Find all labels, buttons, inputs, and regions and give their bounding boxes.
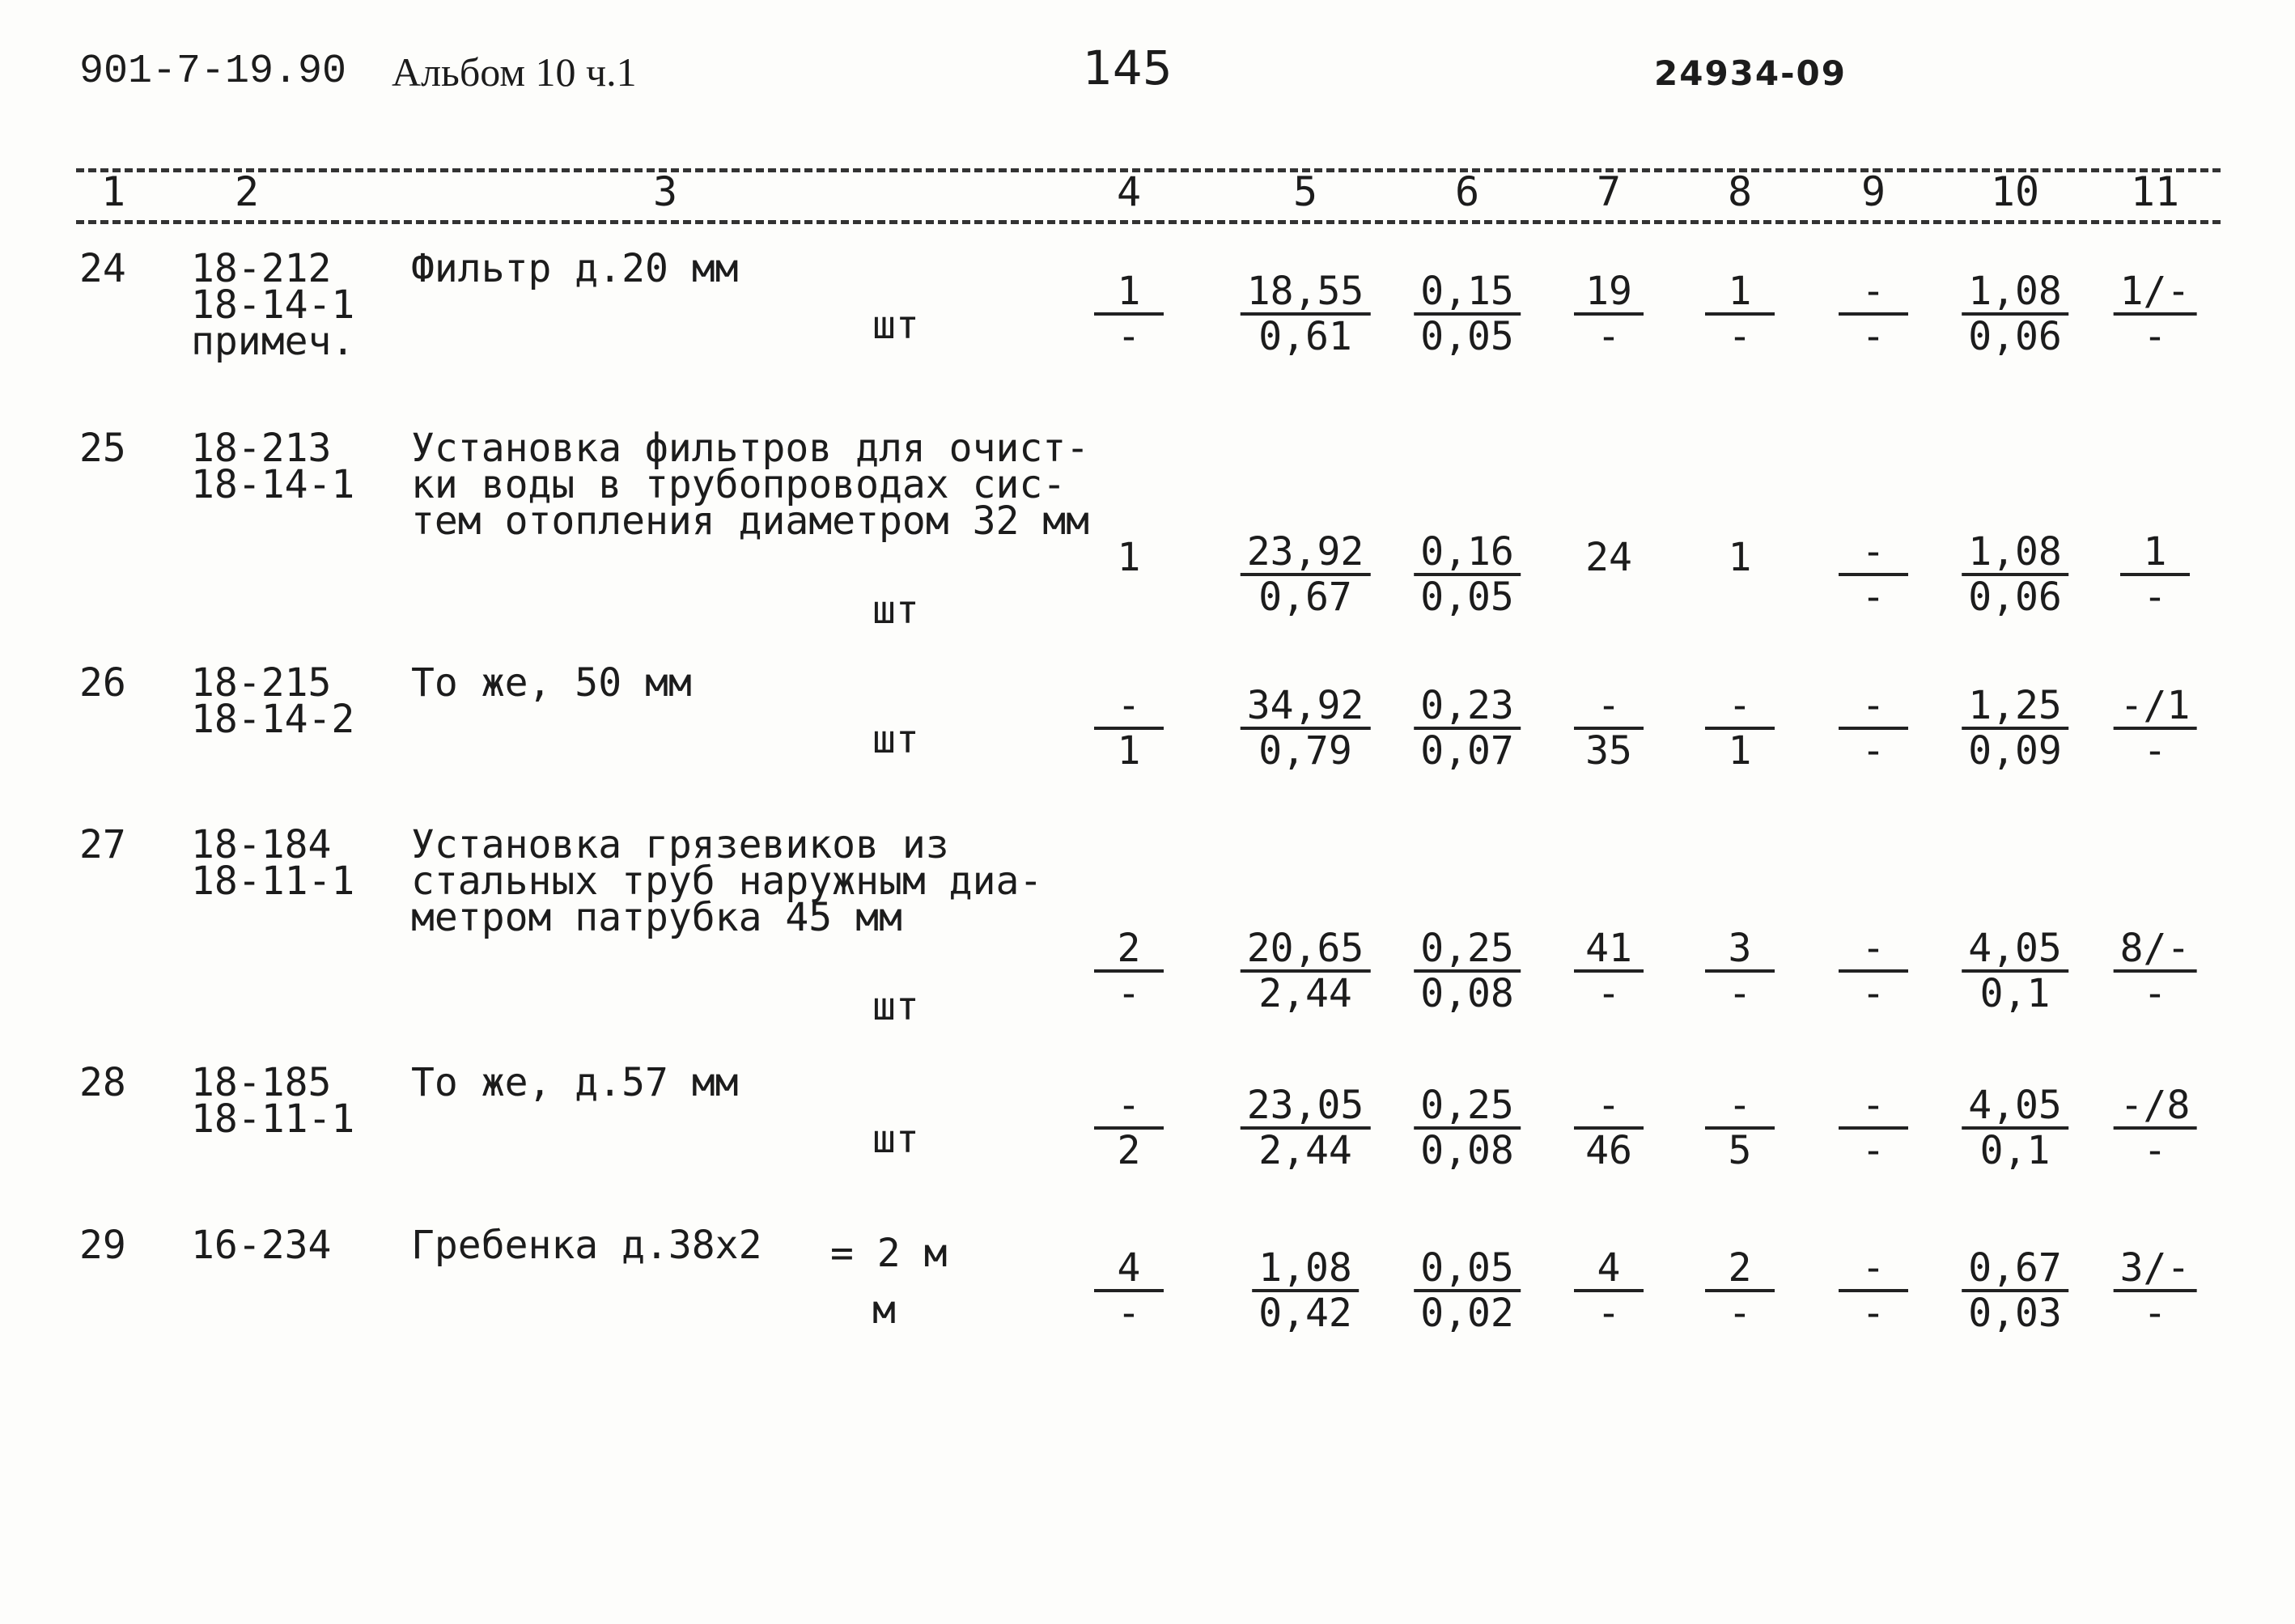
cell-col6 bbox=[1414, 270, 1521, 358]
row-number: 26 bbox=[79, 660, 126, 706]
header-rule-bottom bbox=[76, 220, 2221, 224]
cell-numerator: 0,15 bbox=[1414, 270, 1521, 316]
cell-denominator: - bbox=[2143, 1291, 2167, 1336]
cell-denominator: - bbox=[1861, 1128, 1886, 1173]
cell-col6 bbox=[1414, 1084, 1521, 1172]
cell-denominator: - bbox=[1117, 314, 1141, 359]
inventory-number: 24934-09 bbox=[1654, 53, 1847, 93]
cell-denominator: - bbox=[2143, 1128, 2167, 1173]
cell-numerator: - bbox=[1839, 927, 1908, 973]
work-description: То же, 50 мм bbox=[411, 660, 692, 706]
unit-of-measure: шт bbox=[872, 717, 919, 762]
column-header-1: 1 bbox=[100, 168, 126, 215]
column-header-11: 11 bbox=[2130, 168, 2180, 215]
cell-denominator: 2,44 bbox=[1258, 971, 1352, 1016]
column-header-5: 5 bbox=[1292, 168, 1318, 215]
cell-numerator: - bbox=[1574, 1084, 1644, 1130]
cell-denominator: - bbox=[1597, 1291, 1621, 1336]
row-number: 27 bbox=[79, 822, 126, 867]
row-number: 29 bbox=[79, 1223, 126, 1268]
cell-col5 bbox=[1252, 1247, 1359, 1334]
cell-numerator: 3/- bbox=[2114, 1247, 2197, 1292]
column-header-9: 9 bbox=[1860, 168, 1886, 215]
cell-numerator: 20,65 bbox=[1241, 927, 1371, 973]
row-number: 28 bbox=[79, 1060, 126, 1105]
cell-col10 bbox=[1962, 1247, 2068, 1334]
cell-col6 bbox=[1414, 927, 1521, 1015]
cell-col10 bbox=[1962, 1084, 2068, 1172]
cell-col4 bbox=[1094, 1247, 1164, 1334]
cell-denominator: - bbox=[1861, 314, 1886, 359]
rate-codes: 18-215 18-14-2 bbox=[191, 660, 355, 742]
cell-denominator: - bbox=[2143, 728, 2167, 774]
cell-numerator: 19 bbox=[1574, 270, 1644, 316]
cell-numerator: 0,23 bbox=[1414, 685, 1521, 730]
cell-numerator: 2 bbox=[1094, 927, 1164, 973]
rate-codes: 18-185 18-11-1 bbox=[191, 1060, 355, 1142]
cell-numerator: 34,92 bbox=[1241, 685, 1371, 730]
cell-col9 bbox=[1839, 927, 1908, 1015]
column-header-8: 8 bbox=[1727, 168, 1753, 215]
cell-denominator: - bbox=[1861, 1291, 1886, 1336]
unit-of-measure: шт bbox=[872, 303, 919, 348]
cell-denominator: - bbox=[1861, 575, 1886, 620]
cell-denominator: - bbox=[1728, 971, 1752, 1016]
cell-col11 bbox=[2114, 1084, 2197, 1172]
cell-numerator: 23,05 bbox=[1241, 1084, 1371, 1130]
cell-numerator: 1,08 bbox=[1962, 270, 2068, 316]
row-number: 25 bbox=[79, 426, 126, 471]
cell-numerator: 1,08 bbox=[1962, 531, 2068, 576]
cell-col6 bbox=[1414, 685, 1521, 772]
cell-numerator: 1,08 bbox=[1252, 1247, 1359, 1292]
cell-numerator: 3 bbox=[1705, 927, 1775, 973]
cell-numerator: 4,05 bbox=[1962, 1084, 2068, 1130]
cell-numerator: - bbox=[1839, 685, 1908, 730]
cell-numerator: - bbox=[1705, 1084, 1775, 1130]
cell-denominator: - bbox=[2143, 314, 2167, 359]
cell-numerator: 18,55 bbox=[1241, 270, 1371, 316]
cell-numerator: 2 bbox=[1705, 1247, 1775, 1292]
cell-numerator: - bbox=[1094, 1084, 1164, 1130]
cell-col10 bbox=[1962, 927, 2068, 1015]
cell-numerator: 4 bbox=[1094, 1247, 1164, 1292]
rate-codes: 18-184 18-11-1 bbox=[191, 822, 355, 904]
work-description: Установка фильтров для очист- ки воды в трубопроводах сис- тем отопления диаметром 32 мм bbox=[411, 426, 1090, 544]
rate-codes: 18-212 18-14-1 примеч. bbox=[191, 246, 355, 364]
cell-col5 bbox=[1241, 685, 1371, 772]
cell-col11 bbox=[2114, 927, 2197, 1015]
cell-col8: 1 bbox=[1728, 535, 1752, 580]
cell-denominator: - bbox=[2143, 575, 2167, 620]
cell-numerator: 41 bbox=[1574, 927, 1644, 973]
column-header-3: 3 bbox=[652, 168, 678, 215]
cell-col9 bbox=[1839, 685, 1908, 772]
cell-numerator: -/1 bbox=[2114, 685, 2197, 730]
cell-denominator: 0,03 bbox=[1968, 1291, 2062, 1336]
cell-denominator: 0,61 bbox=[1258, 314, 1352, 359]
cell-col11 bbox=[2114, 685, 2197, 772]
cell-numerator: 8/- bbox=[2114, 927, 2197, 973]
cell-numerator: - bbox=[1839, 1084, 1908, 1130]
cell-col4 bbox=[1094, 927, 1164, 1015]
cell-denominator: 0,42 bbox=[1258, 1291, 1352, 1336]
column-header-10: 10 bbox=[1990, 168, 2040, 215]
quantity-note: = 2 м bbox=[830, 1231, 948, 1276]
cell-denominator: - bbox=[1597, 971, 1621, 1016]
cell-numerator: 0,16 bbox=[1414, 531, 1521, 576]
unit-of-measure: шт bbox=[872, 984, 919, 1029]
cell-numerator: 1 bbox=[1705, 270, 1775, 316]
cell-denominator: 0,02 bbox=[1420, 1291, 1514, 1336]
column-header-4: 4 bbox=[1116, 168, 1142, 215]
cell-numerator: 1/- bbox=[2114, 270, 2197, 316]
document-code: 901-7-19.90 bbox=[79, 49, 347, 95]
unit-of-measure: шт bbox=[872, 1117, 919, 1162]
cell-col6 bbox=[1414, 531, 1521, 618]
cell-col10 bbox=[1962, 270, 2068, 358]
cell-numerator: 4 bbox=[1574, 1247, 1644, 1292]
cell-denominator: 0,67 bbox=[1258, 575, 1352, 620]
unit-of-measure: м bbox=[872, 1287, 896, 1333]
cell-denominator: 2,44 bbox=[1258, 1128, 1352, 1173]
cell-col7 bbox=[1574, 1084, 1644, 1172]
work-description: То же, д.57 мм bbox=[411, 1060, 739, 1105]
cell-denominator: - bbox=[1728, 1291, 1752, 1336]
cell-col8 bbox=[1705, 1084, 1775, 1172]
cell-denominator: - bbox=[1861, 728, 1886, 774]
cell-numerator: 1 bbox=[2120, 531, 2190, 576]
cell-numerator: 0,25 bbox=[1414, 927, 1521, 973]
cell-denominator: 0,05 bbox=[1420, 314, 1514, 359]
cell-col9 bbox=[1839, 270, 1908, 358]
cell-denominator: - bbox=[1861, 971, 1886, 1016]
cell-numerator: - bbox=[1839, 1247, 1908, 1292]
cell-col5 bbox=[1241, 531, 1371, 618]
cell-col11 bbox=[2120, 531, 2190, 618]
column-header-6: 6 bbox=[1454, 168, 1480, 215]
cell-col7: 24 bbox=[1585, 535, 1632, 580]
column-header-7: 7 bbox=[1596, 168, 1622, 215]
unit-of-measure: шт bbox=[872, 587, 919, 633]
cell-col9 bbox=[1839, 531, 1908, 618]
cell-col6 bbox=[1414, 1247, 1521, 1334]
cell-denominator: 5 bbox=[1728, 1128, 1752, 1173]
cell-numerator: 23,92 bbox=[1241, 531, 1371, 576]
cell-denominator: 0,08 bbox=[1420, 971, 1514, 1016]
cell-numerator: - bbox=[1094, 685, 1164, 730]
cell-numerator: 4,05 bbox=[1962, 927, 2068, 973]
cell-denominator: - bbox=[1117, 971, 1141, 1016]
cell-numerator: 0,25 bbox=[1414, 1084, 1521, 1130]
cell-denominator: 0,09 bbox=[1968, 728, 2062, 774]
rate-codes: 16-234 bbox=[191, 1223, 332, 1268]
cell-col10 bbox=[1962, 531, 2068, 618]
cell-denominator: 0,06 bbox=[1968, 314, 2062, 359]
cell-denominator: 35 bbox=[1585, 728, 1632, 774]
cell-numerator: - bbox=[1574, 685, 1644, 730]
cell-numerator: 1 bbox=[1094, 270, 1164, 316]
cell-col7 bbox=[1574, 927, 1644, 1015]
row-number: 24 bbox=[79, 246, 126, 291]
cell-denominator: 0,05 bbox=[1420, 575, 1514, 620]
cell-numerator: - bbox=[1705, 685, 1775, 730]
cell-denominator: 2 bbox=[1117, 1128, 1141, 1173]
cell-numerator: -/8 bbox=[2114, 1084, 2197, 1130]
cell-denominator: - bbox=[1597, 314, 1621, 359]
cell-denominator: 0,06 bbox=[1968, 575, 2062, 620]
cell-denominator: - bbox=[1117, 1291, 1141, 1336]
cell-col10 bbox=[1962, 685, 2068, 772]
work-description: Фильтр д.20 мм bbox=[411, 246, 739, 291]
cell-col11 bbox=[2114, 270, 2197, 358]
cell-denominator: 1 bbox=[1728, 728, 1752, 774]
cell-denominator: 0,79 bbox=[1258, 728, 1352, 774]
header-rule-top bbox=[76, 168, 2221, 172]
album-label: Альбом 10 ч.1 bbox=[392, 49, 637, 95]
cell-col7 bbox=[1574, 685, 1644, 772]
cell-denominator: 46 bbox=[1585, 1128, 1632, 1173]
cell-col9 bbox=[1839, 1084, 1908, 1172]
cell-col5 bbox=[1241, 1084, 1371, 1172]
cell-col4 bbox=[1094, 270, 1164, 358]
cell-numerator: 0,67 bbox=[1962, 1247, 2068, 1292]
work-description: Гребенка д.38х2 bbox=[411, 1223, 762, 1268]
cell-col9 bbox=[1839, 1247, 1908, 1334]
cell-col8 bbox=[1705, 270, 1775, 358]
cell-col4 bbox=[1094, 685, 1164, 772]
rate-codes: 18-213 18-14-1 bbox=[191, 426, 355, 507]
cell-numerator: - bbox=[1839, 531, 1908, 576]
column-header-2: 2 bbox=[234, 168, 260, 215]
cell-denominator: - bbox=[2143, 971, 2167, 1016]
cell-col7 bbox=[1574, 270, 1644, 358]
page-number: 145 bbox=[1083, 40, 1173, 95]
cell-denominator: 0,1 bbox=[1979, 971, 2051, 1016]
cell-denominator: - bbox=[1728, 314, 1752, 359]
cell-col4 bbox=[1094, 1084, 1164, 1172]
cell-numerator: 0,05 bbox=[1414, 1247, 1521, 1292]
cell-col4: 1 bbox=[1117, 535, 1141, 580]
cell-numerator: - bbox=[1839, 270, 1908, 316]
cell-col11 bbox=[2114, 1247, 2197, 1334]
cell-col7 bbox=[1574, 1247, 1644, 1334]
cell-numerator: 1,25 bbox=[1962, 685, 2068, 730]
cell-col8 bbox=[1705, 1247, 1775, 1334]
cell-col5 bbox=[1241, 927, 1371, 1015]
work-description: Установка грязевиков из стальных труб наружным диа- метром патрубка 45 мм bbox=[411, 822, 1043, 940]
cell-denominator: 0,1 bbox=[1979, 1128, 2051, 1173]
cell-col5 bbox=[1241, 270, 1371, 358]
cell-denominator: 0,07 bbox=[1420, 728, 1514, 774]
cell-denominator: 1 bbox=[1117, 728, 1141, 774]
cell-denominator: 0,08 bbox=[1420, 1128, 1514, 1173]
cell-col8 bbox=[1705, 685, 1775, 772]
cell-col8 bbox=[1705, 927, 1775, 1015]
